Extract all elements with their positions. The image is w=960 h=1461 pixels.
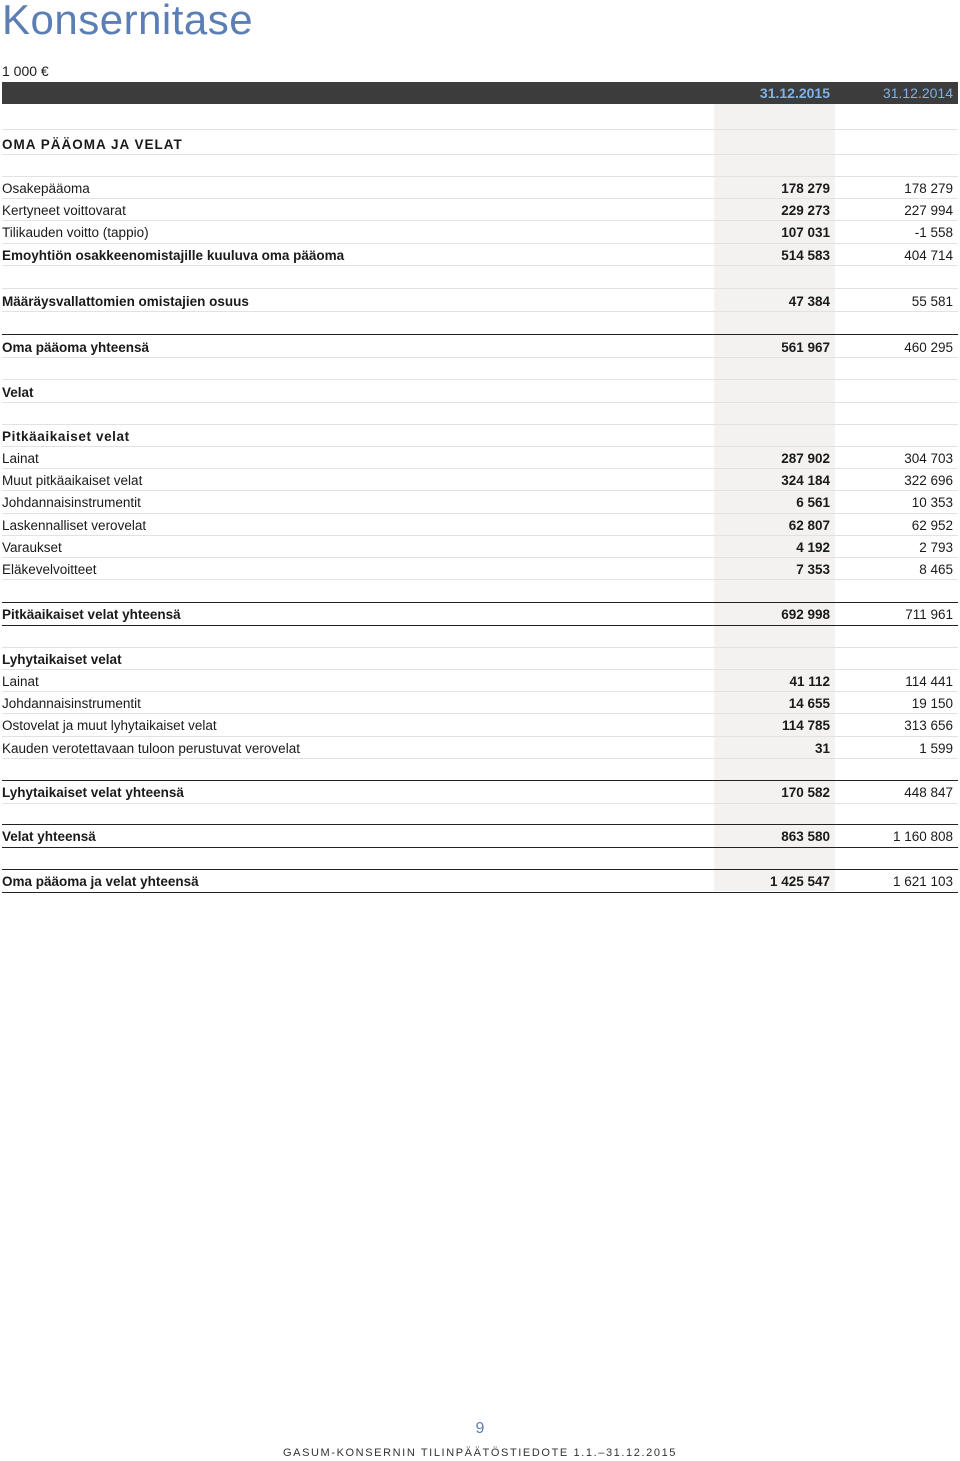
value-2014: 227 994 <box>904 203 953 218</box>
row-label: Pitkäaikaiset velat yhteensä <box>2 607 181 622</box>
value-2015: 287 902 <box>781 451 830 466</box>
row-label: Emoyhtiön osakkeenomistajille kuuluva oma pääoma <box>2 248 345 263</box>
row-label: Lyhytaikaiset velat <box>2 652 122 667</box>
total-divider <box>2 625 958 626</box>
row-label: Eläkevelvoitteet <box>2 562 97 577</box>
value-2014: 313 656 <box>904 718 953 733</box>
row-label: Määräysvallattomien omistajien osuus <box>2 294 249 309</box>
total-divider <box>2 892 958 893</box>
row-label: Pitkäaikaiset velat <box>2 429 130 444</box>
value-2014: 460 295 <box>904 340 953 355</box>
row-label: Johdannaisinstrumentit <box>2 495 141 510</box>
row-label: Ostovelat ja muut lyhytaikaiset velat <box>2 718 217 733</box>
table-row <box>2 536 958 558</box>
value-2014: 1 160 808 <box>892 829 953 844</box>
value-2015: 324 184 <box>781 473 830 488</box>
divider <box>2 129 958 130</box>
page-footer: GASUM-KONSERNIN TILINPÄÄTÖSTIEDOTE 1.1.–31.12.2015 <box>282 1447 677 1459</box>
value-2015: 229 273 <box>781 203 830 218</box>
value-2015: 7 353 <box>796 562 830 577</box>
value-2014: -1 558 <box>914 225 953 240</box>
table-row <box>2 670 958 692</box>
row-label: Tilikauden voitto (tappio) <box>2 225 149 240</box>
value-2014: 1 599 <box>919 741 953 756</box>
value-2015: 114 785 <box>781 718 830 733</box>
value-2015: 514 583 <box>781 248 830 263</box>
value-2015: 692 998 <box>781 607 830 622</box>
table-row <box>2 491 958 513</box>
row-label: Oma pääoma yhteensä <box>2 340 150 355</box>
column-header-2014: 31.12.2014 <box>882 85 953 101</box>
value-2014: 62 952 <box>911 518 953 533</box>
table-row <box>2 199 958 221</box>
value-2014: 448 847 <box>904 785 953 800</box>
value-2014: 55 581 <box>911 294 953 309</box>
total-divider <box>2 334 958 335</box>
row-label: Kertyneet voittovarat <box>2 203 126 218</box>
page-number: 9 <box>475 1420 485 1437</box>
row-label: Kauden verotettavaan tuloon perustuvat verovelat <box>2 741 300 756</box>
value-2014: 2 793 <box>919 540 953 555</box>
value-2014: 404 714 <box>904 248 953 263</box>
column-header-bar <box>2 82 958 104</box>
value-2015: 41 112 <box>789 674 830 689</box>
row-label: OMA PÄÄOMA JA VELAT <box>2 137 183 152</box>
table-row <box>2 514 958 536</box>
value-2015: 561 967 <box>781 340 830 355</box>
value-2014: 1 621 103 <box>892 874 953 889</box>
row-label: Muut pitkäaikaiset velat <box>2 473 143 488</box>
value-2014: 304 703 <box>904 451 953 466</box>
value-2015: 6 561 <box>796 495 830 510</box>
value-2014: 114 441 <box>905 674 953 689</box>
table-row <box>2 336 958 358</box>
row-label: Velat yhteensä <box>2 829 96 844</box>
value-2014: 10 353 <box>911 495 953 510</box>
table-row <box>2 133 958 155</box>
table-row <box>2 447 958 469</box>
value-2014: 178 279 <box>904 181 953 196</box>
value-2015: 31 <box>814 741 830 756</box>
table-row <box>2 221 958 243</box>
column-header-2015: 31.12.2015 <box>759 85 830 101</box>
row-label: Osakepääoma <box>2 181 90 196</box>
table-row <box>2 781 958 803</box>
row-label: Lainat <box>2 674 39 689</box>
row-label: Johdannaisinstrumentit <box>2 696 141 711</box>
table-row <box>2 648 958 670</box>
table-row <box>2 558 958 580</box>
row-label: Velat <box>2 385 34 400</box>
table-row <box>2 825 958 847</box>
table-row <box>2 714 958 736</box>
total-divider <box>2 847 958 848</box>
table-row <box>2 290 958 312</box>
value-2015: 863 580 <box>781 829 830 844</box>
value-2015: 4 192 <box>796 540 830 555</box>
table-row <box>2 603 958 625</box>
value-2015: 14 655 <box>788 696 830 711</box>
unit-label: 1 000 € <box>2 63 49 79</box>
value-2015: 178 279 <box>781 181 830 196</box>
table-row <box>2 244 958 266</box>
row-label: Lainat <box>2 451 39 466</box>
divider <box>2 803 958 804</box>
table-row <box>2 469 958 491</box>
value-2014: 711 961 <box>905 607 953 622</box>
table-row <box>2 737 958 759</box>
row-label: Varaukset <box>2 540 62 555</box>
value-2015: 107 031 <box>781 225 830 240</box>
row-label: Oma pääoma ja velat yhteensä <box>2 874 199 889</box>
value-2014: 19 150 <box>911 696 953 711</box>
row-label: Laskennalliset verovelat <box>2 518 147 533</box>
table-row <box>2 425 958 447</box>
table-row <box>2 692 958 714</box>
page-title: Konsernitase <box>2 0 254 43</box>
value-2015: 1 425 547 <box>769 874 830 889</box>
divider <box>2 379 958 380</box>
value-2015: 170 582 <box>781 785 830 800</box>
value-2015: 62 807 <box>788 518 830 533</box>
value-2014: 8 465 <box>919 562 953 577</box>
table-row <box>2 381 958 403</box>
table-row <box>2 177 958 199</box>
row-label: Lyhytaikaiset velat yhteensä <box>2 785 184 800</box>
value-2015: 47 384 <box>788 294 830 309</box>
divider <box>2 288 958 289</box>
value-2014: 322 696 <box>904 473 953 488</box>
table-row <box>2 870 958 892</box>
